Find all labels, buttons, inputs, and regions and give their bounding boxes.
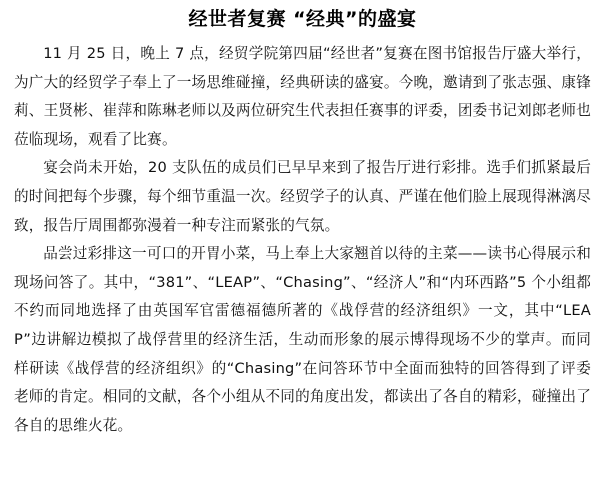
article-paragraph-1: 11 月 25 日，晚上 7 点，经贸学院第四届“经世者”复赛在图书馆报告厅盛大举行，为广大的经贸学子奉上了一场思维碰撞，经典研读的盛宴。今晚，邀请到了张志强、康锋莉、王贤彬、崔萍和陈琳老师以及两位研究生代表担任赛事的评委，团委书记刘郎老师也莅临现场，观看了比赛。 bbox=[14, 45, 591, 148]
article-paragraph-2: 宴会尚未开始，20 支队伍的成员们已早早来到了报告厅进行彩排。选手们抓紧最后的时间把每个步骤，每个细节重温一次。经贸学子的认真、严谨在他们脸上展现得淋漓尽致，报告厅周围都弥漫着一种专注而紧张的气氛。 bbox=[14, 159, 591, 234]
article-title: 经世者复赛 “经典”的盛宴 bbox=[188, 8, 417, 30]
article-paragraph-3: 品尝过彩排这一可口的开胃小菜，马上奉上大家翘首以待的主菜——读书心得展示和现场问答了。其中，“381”、“LEAP”、“Chasing”、“经济人”和“内环西路”5 个小组都不约而同地选择了由英国军官雷德福德所著的《战俘营的经济组织》一文，其中“LEAP”边讲解边模拟了战俘营里的经济生活，生动而形象的展示博得现场不少的掌声。而同样研读《战俘营的经济组织》的“Chasing”在问答环节中全面而独特的回答得到了评委老师的肯定。相同的文献，各个小组从不同的角度出发，都读出了各自的精彩，碰撞出了各自的思维火花。 bbox=[14, 245, 591, 434]
